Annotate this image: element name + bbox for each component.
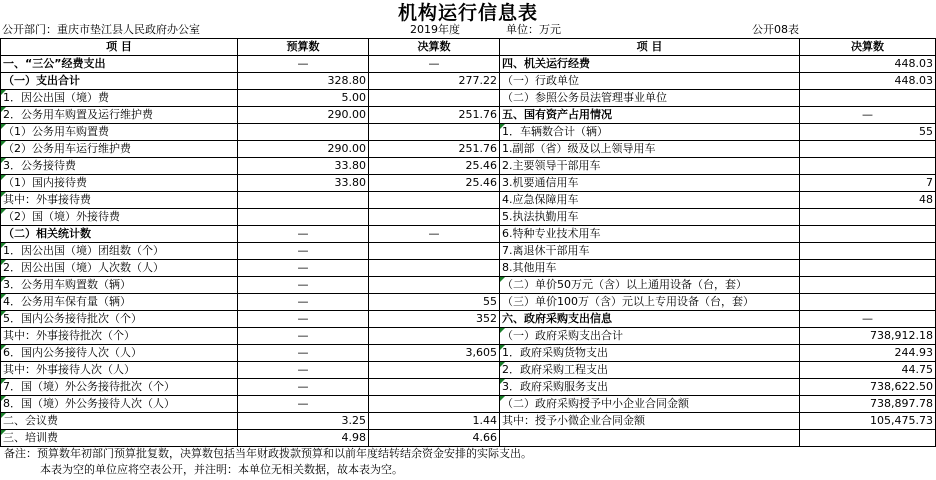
right-final-value <box>800 158 936 175</box>
row-label: 其中：外事接待人次（人） <box>1 362 238 379</box>
right-row-label: 5.执法执勤用车 <box>500 209 800 226</box>
col-header-final-right: 决算数 <box>800 39 936 56</box>
unit-label: 单位：万元 <box>506 23 561 36</box>
row-label: 3．公务用车购置数（辆） <box>1 277 238 294</box>
budget-value: 3.25 <box>238 413 369 430</box>
right-final-value <box>800 226 936 243</box>
budget-value: — <box>238 226 369 243</box>
budget-value: — <box>238 277 369 294</box>
row-label: （2）国（境）外接待费 <box>1 209 238 226</box>
right-final-value: 448.03 <box>800 56 936 73</box>
right-row-label: 1．政府采购货物支出 <box>500 345 800 362</box>
final-value <box>369 209 500 226</box>
row-label: 8．国（境）外公务接待人次（人） <box>1 396 238 413</box>
budget-value: — <box>238 243 369 260</box>
page-title: 机构运行信息表 <box>397 2 538 24</box>
right-row-label: 4.应急保障用车 <box>500 192 800 209</box>
table-row <box>1 345 936 362</box>
right-final-value <box>800 90 936 107</box>
right-final-value: — <box>800 311 936 328</box>
budget-value: 33.80 <box>238 158 369 175</box>
final-value: 55 <box>369 294 500 311</box>
table-row <box>1 294 936 311</box>
footnotes <box>0 446 936 478</box>
final-value <box>369 90 500 107</box>
row-label: 三、培训费 <box>1 430 238 447</box>
row-label: 1．因公出国（境）团组数（个） <box>1 243 238 260</box>
right-row-label: （一）行政单位 <box>500 73 800 90</box>
budget-value: 5.00 <box>238 90 369 107</box>
budget-value: — <box>238 328 369 345</box>
right-final-value: 244.93 <box>800 345 936 362</box>
right-final-value <box>800 260 936 277</box>
right-final-value: 105,475.73 <box>800 413 936 430</box>
row-label: （1）国内接待费 <box>1 175 238 192</box>
table-row <box>1 56 936 73</box>
right-row-label: （三）单价100万（含）元以上专用设备（台，套） <box>500 294 800 311</box>
right-row-label: 6.特种专业技术用车 <box>500 226 800 243</box>
col-header-item: 项 目 <box>1 39 238 56</box>
right-final-value <box>800 294 936 311</box>
table-row <box>1 328 936 345</box>
col-header-item-right: 项 目 <box>500 39 800 56</box>
right-row-label: （二）政府采购授予中小企业合同金额 <box>500 396 800 413</box>
row-label: 1．因公出国（境）费 <box>1 90 238 107</box>
table-row <box>1 192 936 209</box>
right-row-label: 3．政府采购服务支出 <box>500 379 800 396</box>
final-value: 4.66 <box>369 430 500 447</box>
row-label: 6．国内公务接待人次（人） <box>1 345 238 362</box>
table-row <box>1 90 936 107</box>
final-value <box>369 260 500 277</box>
note-1: 备注：预算数年初部门预算批复数，决算数包括当年财政拨款预算和以前年度结转结余资金安排的实际支出。 <box>4 447 532 460</box>
right-final-value: 738,622.50 <box>800 379 936 396</box>
note-2: 本表为空的单位应将空表公开，并注明：本单位无相关数据，故本表为空。 <box>40 463 403 476</box>
table-code-label: 公开08表 <box>752 23 799 36</box>
table-row <box>1 175 936 192</box>
final-value: 352 <box>369 311 500 328</box>
right-row-label: 8.其他用车 <box>500 260 800 277</box>
right-row-label: （二）参照公务员法管理事业单位 <box>500 90 800 107</box>
right-final-value: 7 <box>800 175 936 192</box>
budget-value: — <box>238 311 369 328</box>
final-value: — <box>369 226 500 243</box>
row-label: （2）公务用车运行维护费 <box>1 141 238 158</box>
right-row-label: 1.副部（省）级及以上领导用车 <box>500 141 800 158</box>
table-row <box>1 277 936 294</box>
row-label: 其中：外事接待批次（个） <box>1 328 238 345</box>
right-row-label: 3.机要通信用车 <box>500 175 800 192</box>
final-value: 25.46 <box>369 158 500 175</box>
row-label: 4．公务用车保有量（辆） <box>1 294 238 311</box>
final-value <box>369 277 500 294</box>
final-value: 251.76 <box>369 141 500 158</box>
right-final-value: 448.03 <box>800 73 936 90</box>
final-value: 25.46 <box>369 175 500 192</box>
table-row <box>1 107 936 124</box>
final-value <box>369 379 500 396</box>
row-label: （一）支出合计 <box>1 73 238 90</box>
row-label: （二）相关统计数 <box>1 226 238 243</box>
table-row <box>1 379 936 396</box>
final-value: 277.22 <box>369 73 500 90</box>
final-value: 1.44 <box>369 413 500 430</box>
row-label: 2．公务用车购置及运行维护费 <box>1 107 238 124</box>
final-value: — <box>369 56 500 73</box>
department-label: 公开部门：重庆市垫江县人民政府办公室 <box>2 23 200 36</box>
budget-value: — <box>238 260 369 277</box>
table-row <box>1 260 936 277</box>
row-label: 3．公务接待费 <box>1 158 238 175</box>
right-final-value: 55 <box>800 124 936 141</box>
right-final-value: 44.75 <box>800 362 936 379</box>
right-row-label: （一）政府采购支出合计 <box>500 328 800 345</box>
budget-value <box>238 124 369 141</box>
right-row-label: 五、国有资产占用情况 <box>500 107 800 124</box>
row-label: 2．因公出国（境）人次数（人） <box>1 260 238 277</box>
row-label: 7．国（境）外公务接待批次（个） <box>1 379 238 396</box>
row-label: 二、会议费 <box>1 413 238 430</box>
right-final-value <box>800 430 936 447</box>
final-value: 3,605 <box>369 345 500 362</box>
table-row <box>1 209 936 226</box>
table-row <box>1 141 936 158</box>
right-row-label: 1．车辆数合计（辆） <box>500 124 800 141</box>
right-final-value: 738,897.78 <box>800 396 936 413</box>
final-value <box>369 243 500 260</box>
final-value <box>369 328 500 345</box>
right-final-value <box>800 277 936 294</box>
table-row <box>1 73 936 90</box>
table-row <box>1 413 936 430</box>
right-final-value: 738,912.18 <box>800 328 936 345</box>
table-row <box>1 124 936 141</box>
right-row-label: 2．政府采购工程支出 <box>500 362 800 379</box>
right-row-label: 四、机关运行经费 <box>500 56 800 73</box>
budget-value: — <box>238 294 369 311</box>
right-row-label: 7.离退休干部用车 <box>500 243 800 260</box>
final-value <box>369 124 500 141</box>
col-header-final: 决算数 <box>369 39 500 56</box>
right-final-value <box>800 209 936 226</box>
right-row-label: 2.主要领导干部用车 <box>500 158 800 175</box>
final-value: 251.76 <box>369 107 500 124</box>
right-final-value <box>800 141 936 158</box>
table-row <box>1 226 936 243</box>
budget-value: 4.98 <box>238 430 369 447</box>
right-final-value: 48 <box>800 192 936 209</box>
table-row <box>1 362 936 379</box>
final-value <box>369 396 500 413</box>
budget-value: — <box>238 396 369 413</box>
header-row <box>1 39 936 56</box>
budget-value: 290.00 <box>238 141 369 158</box>
right-row-label: （二）单价50万元（含）以上通用设备（台，套） <box>500 277 800 294</box>
row-label: （1）公务用车购置费 <box>1 124 238 141</box>
budget-value: — <box>238 379 369 396</box>
budget-value: 290.00 <box>238 107 369 124</box>
budget-value: — <box>238 345 369 362</box>
info-table <box>0 38 936 447</box>
row-label: 5．国内公务接待批次（个） <box>1 311 238 328</box>
table-row <box>1 396 936 413</box>
budget-value <box>238 192 369 209</box>
right-final-value <box>800 243 936 260</box>
row-label: 其中：外事接待费 <box>1 192 238 209</box>
table-row <box>1 311 936 328</box>
budget-value: 33.80 <box>238 175 369 192</box>
right-row-label: 六、政府采购支出信息 <box>500 311 800 328</box>
right-final-value: — <box>800 107 936 124</box>
table-row <box>1 158 936 175</box>
row-label: 一、“三公”经费支出 <box>1 56 238 73</box>
table-row <box>1 243 936 260</box>
final-value <box>369 192 500 209</box>
right-row-label: 其中：授予小微企业合同金额 <box>500 413 800 430</box>
right-row-label <box>500 430 800 447</box>
final-value <box>369 362 500 379</box>
table-row <box>1 430 936 447</box>
budget-value: 328.80 <box>238 73 369 90</box>
budget-value: — <box>238 362 369 379</box>
budget-value: — <box>238 56 369 73</box>
year-label: 2019年度 <box>410 23 460 36</box>
col-header-budget: 预算数 <box>238 39 369 56</box>
budget-value <box>238 209 369 226</box>
